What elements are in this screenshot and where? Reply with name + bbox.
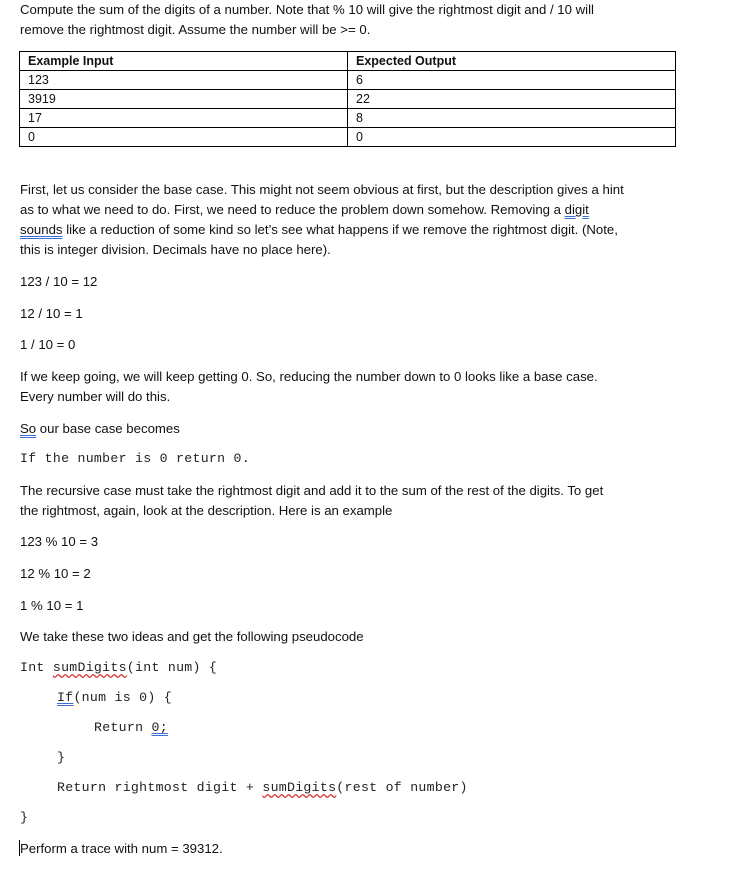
- header-example-input: Example Input: [20, 52, 348, 71]
- examples-table: [19, 51, 676, 147]
- base-case-line-2: [20, 200, 624, 220]
- pseudocode-line-6: }: [20, 810, 29, 825]
- pseudocode-line-1: [20, 658, 217, 678]
- keep-going-paragraph: [20, 367, 598, 407]
- intro-paragraph: [20, 0, 594, 40]
- table-cell-output: 0: [348, 128, 676, 147]
- grammar-flag-if[interactable]: If: [57, 690, 74, 705]
- table-row: [20, 128, 676, 147]
- table-row: [20, 109, 676, 128]
- text-span: (int num) {: [126, 660, 218, 675]
- grammar-flag-sounds[interactable]: sounds: [20, 222, 63, 237]
- table-cell-output: 22: [348, 90, 676, 109]
- text-span: as to what we need to do. First, we need to reduce the problem down somehow. Removing a: [20, 202, 565, 217]
- table-cell-input: 123: [20, 71, 348, 90]
- base-case-paragraph: [20, 180, 624, 260]
- pseudocode-line-4: }: [57, 750, 66, 765]
- mod-example: 1 % 10 = 1: [20, 598, 84, 613]
- spelling-flag-sumdigits[interactable]: sumDigits: [262, 780, 337, 795]
- text-span: Return: [94, 720, 152, 735]
- division-example: 123 / 10 = 12: [20, 274, 98, 289]
- intro-line-2: remove the rightmost digit. Assume the number will be >= 0.: [20, 22, 371, 37]
- division-example: 12 / 10 = 1: [20, 306, 83, 321]
- recursive-line-1: The recursive case must take the rightmost digit and add it to the sum of the rest of the digits. To get: [20, 483, 604, 498]
- pseudocode-line-5: [57, 778, 468, 798]
- text-span: (num is 0) {: [73, 690, 173, 705]
- text-span: Return rightmost digit +: [57, 780, 263, 795]
- mod-example: 123 % 10 = 3: [20, 534, 99, 549]
- text-span: Int: [20, 660, 53, 675]
- table-header-row: [20, 52, 676, 71]
- table-row: [20, 90, 676, 109]
- intro-line-1: Compute the sum of the digits of a number. Note that % 10 will give the rightmost digit and / 10 will: [20, 2, 594, 17]
- trace-prompt[interactable]: [19, 839, 223, 859]
- table-cell-input: 17: [20, 109, 348, 128]
- base-case-line-4: this is integer division. Decimals have no place here).: [20, 242, 331, 257]
- table-cell-output: 8: [348, 109, 676, 128]
- pseudocode-line-2: [57, 688, 172, 708]
- spelling-flag-sumdigits[interactable]: sumDigits: [52, 660, 127, 675]
- pseudocode-line-3: [94, 718, 168, 738]
- recursive-paragraph: [20, 481, 603, 521]
- text-span: our base case becomes: [36, 421, 180, 436]
- text-span: (rest of number): [336, 780, 468, 795]
- keep-going-line-1: If we keep going, we will keep getting 0. So, reducing the number down to 0 looks like a base case.: [20, 369, 598, 384]
- base-case-line-1: First, let us consider the base case. This might not seem obvious at first, but the description gives a hint: [20, 182, 624, 197]
- grammar-flag-zero[interactable]: 0;: [151, 720, 168, 735]
- grammar-flag-so[interactable]: So: [20, 421, 37, 436]
- keep-going-line-2: Every number will do this.: [20, 389, 171, 404]
- header-expected-output: Expected Output: [348, 52, 676, 71]
- mod-example: 12 % 10 = 2: [20, 566, 91, 581]
- division-example: 1 / 10 = 0: [20, 337, 76, 352]
- text-span: like a reduction of some kind so let’s see what happens if we remove the rightmost digit. (Note,: [62, 222, 618, 237]
- text-span: Perform a trace with num = 39312.: [20, 841, 223, 856]
- recursive-line-2: the rightmost, again, look at the description. Here is an example: [20, 503, 393, 518]
- table-cell-input: 0: [20, 128, 348, 147]
- base-case-code: If the number is 0 return 0.: [20, 451, 250, 466]
- pseudocode-intro: We take these two ideas and get the following pseudocode: [20, 629, 364, 644]
- table-row: [20, 71, 676, 90]
- base-case-label: [20, 419, 180, 439]
- base-case-line-3: [20, 220, 624, 240]
- grammar-flag-digit[interactable]: digit: [564, 202, 589, 217]
- table-cell-input: 3919: [20, 90, 348, 109]
- table-cell-output: 6: [348, 71, 676, 90]
